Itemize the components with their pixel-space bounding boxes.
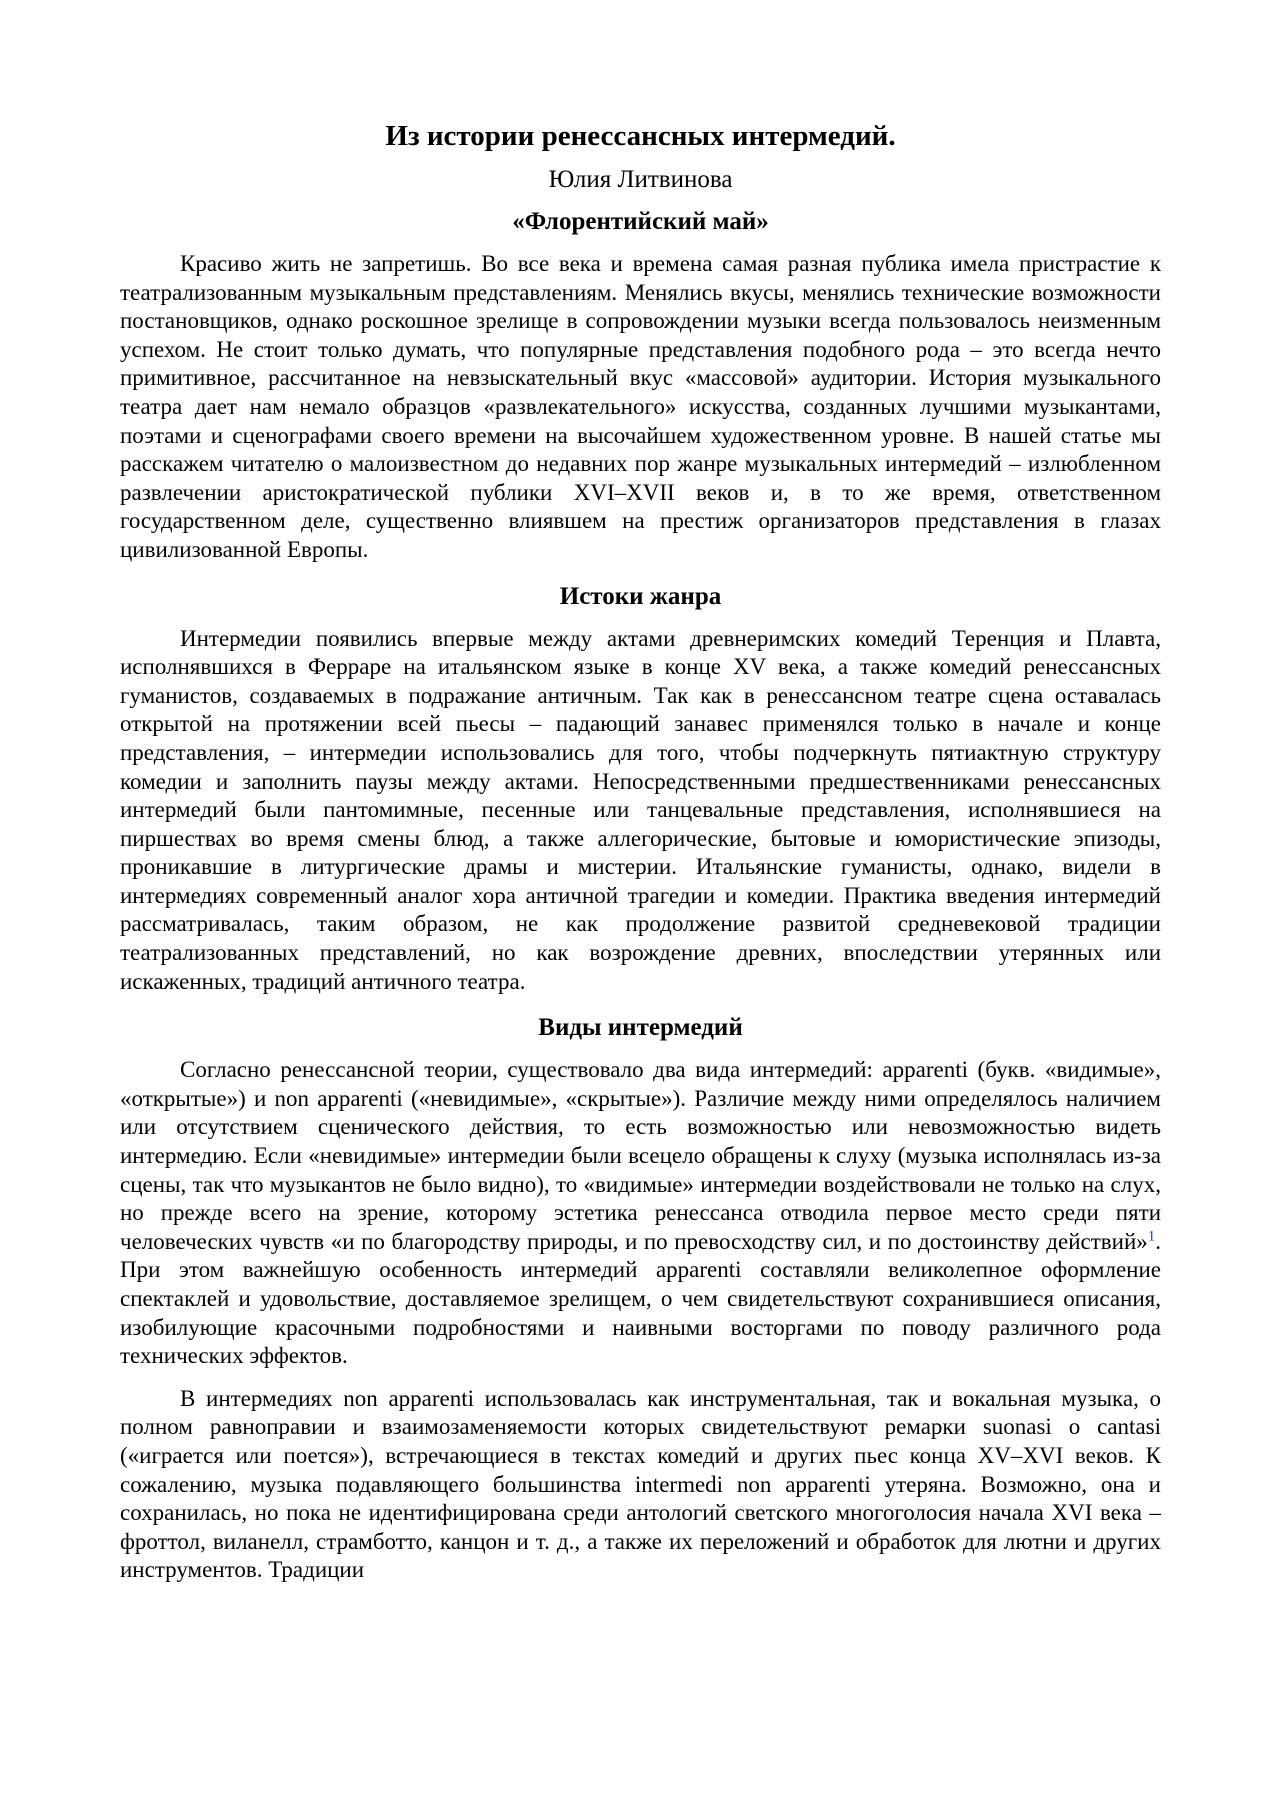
document-page	[120, 118, 1161, 1599]
paragraph: Интермедии появились впервые между актами древнеримских комедий Теренция и Плавта, исполнявшихся в Ферраре на итальянском языке в конце XV века, а также комедий ренессансных гуманистов, создаваемых в подражание античным. Так как в ренессансном театре сцена оставалась открытой на протяжении всей пьесы – падающий занавес применялся только в начале и конце представления, – интермедии использовались для того, чтобы подчеркнуть пятиактную структуру комедии и заполнить паузы между актами. Непосредственными предшественниками ренессансных интермедий были пантомимные, песенные или танцевальные представления, исполнявшиеся на пиршествах во время смены блюд, а также аллегорические, бытовые и юмористические эпизоды, проникавшие в литургические драмы и мистерии. Итальянские гуманисты, однако, видели в интермедиях современный аналог хора античной трагедии и комедии. Практика введения интермедий рассматривалась, таким образом, не как продолжение развитой средневековой традиции театрализованных представлений, но как возрождение древних, впоследствии утерянных или искаженных, традиций античного театра.	[120, 625, 1161, 994]
paragraph: В интермедиях non apparenti использовалась как инструментальная, так и вокальная музыка, о полном равноправии и взаимозаменяемости которых свидетельствуют ремарки suonasi o cantasi («играется или поется»), встречающиеся в текстах комедий и других пьес конца XV–XVI веков. К сожалению, музыка подавляющего большинства intermedi non apparenti утеряна. Возможно, она и сохранилась, но пока не идентифицирована среди антологий светского многоголосия начала XVI века – фроттол, виланелл, страмботто, канцон и т. д., а также их переложений и обработок для лютни и других инструментов. Традиции	[120, 1385, 1161, 1583]
document-title: Из истории ренессансных интермедий.	[385, 120, 896, 152]
section-heading-types-of-intermedi: Виды интермедий	[538, 1014, 743, 1042]
paragraph: Красиво жить не запретишь. Во все века и времена самая разная публика имела пристрастие к театрализованным музыкальным представлениям. Менялись вкусы, менялись технические возможности постановщиков, однако роскошное зрелище в сопровождении музыки всегда пользовалось неизменным успехом. Не стоит только думать, что популярные представления подобного рода – это всегда нечто примитивное, рассчитанное на невзыскательный вкус «массовой» аудитории. История музыкального театра дает нам немало образцов «развлекательного» искусства, созданных лучшими музыкантами, поэтами и сценографами своего времени на высочайшем художественном уровне. В нашей статье мы расскажем читателю о малоизвестном до недавних пор жанре музыкальных интермедий – излюбленном развлечении аристократической публики XVI–XVII веков и, в то же время, ответственном государственном деле, существенно влиявшем на престиж организаторов представления в глазах цивилизованной Европы.	[120, 251, 1161, 562]
paragraph-text: . При этом важнейшую особенность интермедий apparenti составляли великолепное оформление спектаклей и удовольствие, доставляемое зрелищем, о чем свидетельствуют сохранившиеся описания, изобилующие красочными подробностями и наивными восторгами по поводу различного рода технических эффектов.	[120, 1228, 1161, 1369]
section-heading-florentine-may: «Флорентийский май»	[512, 208, 769, 235]
document-author: Юлия Литвинова	[548, 166, 733, 193]
footnote-reference-link[interactable]: 1	[1147, 1228, 1156, 1245]
section-heading-genre-origins: Истоки жанра	[559, 582, 722, 610]
paragraph-with-footnote	[120, 1056, 1161, 1371]
paragraph-text: Согласно ренессансной теории, существовало два вида интермедий: apparenti (букв. «видимые», «открытые») и non apparenti («невидимые», «скрытые»). Различие между ними определялось наличием или отсутствием сценического действия, то есть возможностью или невозможностью видеть интермедию. Если «невидимые» интермедии были всецело обращены к слуху (музыка исполнялась из-за сцены, так что музыкантов не было видно), то «видимые» интермедии воздействовали не только на слух, но прежде всего на зрение, которому эстетика ренессанса отводила первое место среди пяти человеческих чувств «и по благородству природы, и по превосходству сил, и по достоинству действий»	[120, 1057, 1161, 1254]
